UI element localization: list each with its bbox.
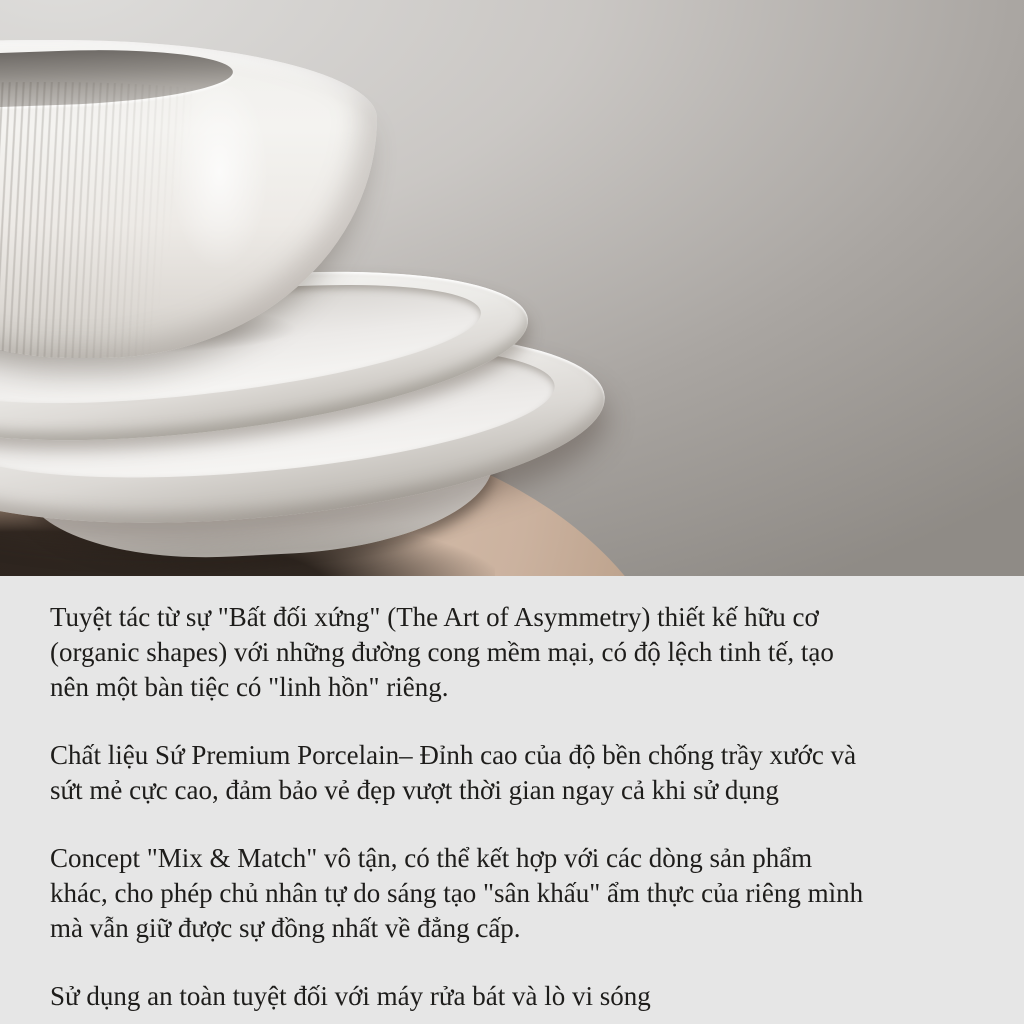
description-line: khác, cho phép chủ nhân tự do sáng tạo "sân khấu" ẩm thực của riêng mình [50,878,864,908]
description-line: mà vẫn giữ được sự đồng nhất về đẳng cấp. [50,913,521,943]
description-line: Chất liệu Sứ Premium Porcelain– Đỉnh cao của độ bền chống trầy xước và [50,740,857,770]
description-line: (organic shapes) với những đường cong mềm mại, có độ lệch tinh tế, tạo [50,637,834,667]
description-paragraph-mix-match [50,841,980,946]
description-line: Tuyệt tác từ sự "Bất đối xứng" (The Art of Asymmetry) thiết kế hữu cơ [50,602,819,632]
description-line: nên một bàn tiệc có "linh hồn" riêng. [50,672,449,702]
description-line: sứt mẻ cực cao, đảm bảo vẻ đẹp vượt thời gian ngay cả khi sử dụng [50,775,779,805]
description-paragraph-material [50,738,980,808]
description-line: Sử dụng an toàn tuyệt đối với máy rửa bát và lò vi sóng [50,981,651,1011]
bowl-highlight [152,85,287,314]
description-paragraph-asymmetry [50,600,980,705]
description-line: Concept "Mix & Match" vô tận, có thể kết hợp với các dòng sản phẩm [50,843,813,873]
product-description [0,576,1024,1024]
description-paragraph-safety [50,979,980,1014]
